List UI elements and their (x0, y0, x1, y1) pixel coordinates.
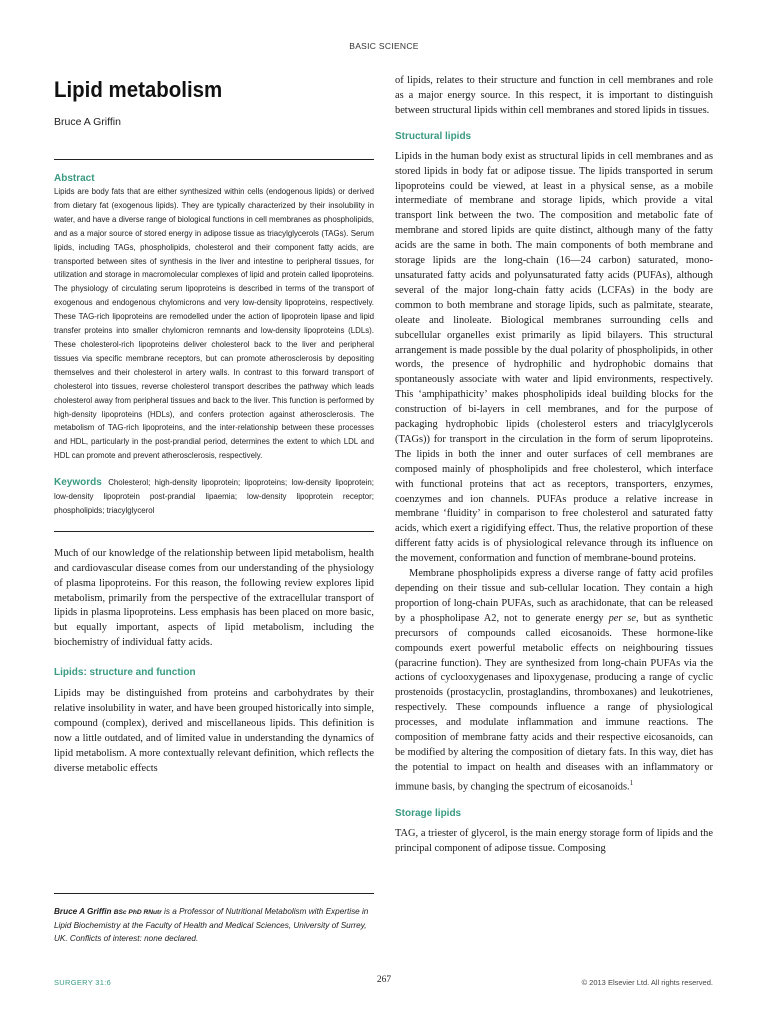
keywords-divider (54, 531, 374, 532)
para2-italic: per se (608, 612, 637, 624)
article-title: Lipid metabolism (54, 77, 223, 102)
lipids-structure-paragraph: Lipids may be distinguished from proteins and carbohydrates by their relative insolubility in water, and have been grouped historically into simple, compound (complex), derived and miscellaneous lipids. This definition is now a little outdated, and of limited value in understanding the dynamics of lipid metabolism. A more contextually relevant definition, which reflects the diverse metabolic effects (54, 688, 374, 774)
bio-name: Bruce A Griffin (54, 907, 112, 916)
article-author: Bruce A Griffin (54, 116, 121, 128)
abstract-divider (54, 159, 374, 160)
storage-lipids-paragraph: TAG, a triester of glycerol, is the main energy storage form of lipids and the principal component of adipose tissue. Composing (395, 828, 713, 855)
structural-lipids-paragraph-1: Lipids in the human body exist as structural lipids in cell membranes and as stored lipids in body fat or adipose tissue. The lipids transported in serum lipoproteins could be viewed, at least in a physical sense, as a mobile intermediate of membrane and storage lipids, which provide a vital transport link between the two. The composition and metabolic fate of membrane and stored lipids are quite distinct, although many of the fatty acids are the same in both. The main components of both membrane and storage lipids are the long-chain (16—24 carbon) saturated, mono-unsaturated fatty acids and polyunsaturated fatty acids (PUFAs), although several of the major long-chain fatty acids (LCFAs) in the body are common to both membrane and storage lipids, such as palmitate, stearate, oleate and linoleate. Biological membranes surrounding cells and subcellular organelles exist primarily as lipid bilayers. This structural arrangement is made possible by the dual polarity of phospholipids, in other words, the presence of hydrophilic and hydrophobic domains that spontaneously associate with water and lipid environments, respectively. This ‘amphipathicity’ makes phospholipids ideal building blocks for the construction of bi-layers in cell membranes, and for the purpose of packaging hydrophobic lipids (cholesterol esters and triacylglycerols (TAGs)) for transport in the circulation in the form of serum lipoproteins. The lipids in both the inner and outer surfaces of cell membranes are composed mainly of phospholipids and free cholesterol, which interface with functional proteins that act as receptors, transporters, enzymes, coenzymes and ion channels. PUFAs produce a relative increase in membrane ‘fluidity’ in comparison to free cholesterol and saturated fatty acids, which exert a rigidifying effect. Thus, the relative proportion of these different fatty acids is of physiological relevance through its influence on the movement, conformation and function of membrane-bound proteins. (395, 150, 713, 565)
section-heading-structural-lipids: Structural lipids (395, 130, 472, 142)
right-column (395, 74, 713, 857)
footer-copyright: © 2013 Elsevier Ltd. All rights reserved. (581, 978, 713, 987)
author-bio (54, 906, 374, 945)
page-number: 267 (376, 975, 392, 985)
footer-journal: SURGERY 31:6 (54, 978, 112, 987)
structural-lipids-paragraph-2 (395, 567, 713, 795)
bio-divider (54, 893, 374, 894)
intro-paragraph: Much of our knowledge of the relationship between lipid metabolism, health and cardiovascular disease comes from our understanding of the physiology of plasma lipoproteins. For this reason, the following review explores lipid metabolism, primarily from the perspective of the extracellular transport of lipids in plasma lipoproteins. Less emphasis has been placed on more basic, but equally important, aspects of lipid metabolism, including the biochemistry of individual fatty acids. (54, 547, 374, 649)
left-column (54, 76, 374, 777)
abstract-text: Lipids are body fats that are either synthesized within cells (endogenous lipids) or derived from dietary fat (exogenous lipids). They are typically characterized by their insolubility in water, and have a diverse range of biological functions in cell membranes as phospholipids, and as a major source of stored energy in adipose tissue as triacylglycerols (TAGs). Serum lipids, including TAGs, phospholipids, cholesterol and their component fatty acids, are transported between sites of synthesis in the liver and intestine to peripheral tissues, for utilization and storage in macromolecular complexes of lipid and protein called lipoproteins. The physiology of circulating serum lipoproteins is described in terms of the transport of exogenous and endogenous chylomicrons and very low-density lipoproteins, respectively. These TAG-rich lipoproteins are remodelled under the action of lipoprotein lipase and lipid transfer proteins into smaller chylomicron remnants and low-density lipoproteins (LDLs). These cholesterol-rich lipoproteins deliver cholesterol back to the liver and peripheral tissues via specific membrane receptors, but can promote atherosclerosis by depositing themselves and their cholesterol in artery walls. In contrast to this forward transport of cholesterol into tissues, reverse cholesterol transport describes the pathway which leads cholesterol away from peripheral tissues and back to the liver. This function is performed by high-density lipoproteins (HDLs), and confers protection against atherosclerosis. The metabolism of TAG-rich lipoproteins, and the inter-relationship between these processes and HDL, particularly in the post-prandial period, determines the extent to which LDL and HDL can promote and prevent atherosclerosis, respectively. (54, 187, 374, 461)
running-header: BASIC SCIENCE (349, 41, 419, 51)
section-heading-storage-lipids: Storage lipids (395, 808, 462, 820)
section-heading-lipids-structure: Lipids: structure and function (54, 667, 196, 679)
keywords-block (54, 476, 374, 518)
reference-marker: 1 (629, 778, 634, 787)
bio-degrees: BSc PhD RNutr (113, 909, 162, 916)
para2-text-b: , but as synthetic precursors of compounds called eicosanoids. These hormone-like compounds exert powerful metabolic effects on neighbouring tissues (paracrine function). They are synthesized from long-chain PUFAs via the actions of cyclooxygenases and lipoxygenase, producing a range of cyclic prostenoids (prostacyclin, prostaglandins, thromboxanes) and leukotrienes, respectively. These compounds influence a range of physiological processes, and modulate inflammation and immune reactions. The composition of membrane fatty acids and their respective eicosanoids, can be modified by altering the composition of dietary fats. In this way, diet has the potential to impact on health and diseases with an inflammatory or immune basis, by changing the spectrum of eicosanoids. (395, 612, 713, 793)
bio-text: is a Professor of Nutritional Metabolism with Expertise in Lipid Biochemistry at the Faculty of Health and Medical Sciences, University of Surrey, UK. Conflicts of interest: none declared. (54, 907, 369, 943)
keywords-label: Keywords (54, 477, 102, 489)
para2-text-a: Membrane phospholipids express a diverse range of fatty acid profiles depending on their tissue and sub-cellular location. They contain a high proportion of long-chain PUFAs, such as arachidonate, that can be released by a phospholipase A2, not to generate energy (395, 568, 713, 624)
abstract-heading: Abstract (54, 173, 95, 184)
lipids-structure-continuation: of lipids, relates to their structure and function in cell membranes and role as a major energy source. In this respect, it is important to distinguish between structural lipids within cell membranes and stored lipids in tissues. (395, 75, 713, 116)
keywords-text: Cholesterol; high-density lipoprotein; lipoproteins; low-density lipoprotein; low-density lipoprotein post-prandial lipaemia; low-density lipoprotein receptor; phospholipids; triacylglycerol (54, 478, 374, 515)
